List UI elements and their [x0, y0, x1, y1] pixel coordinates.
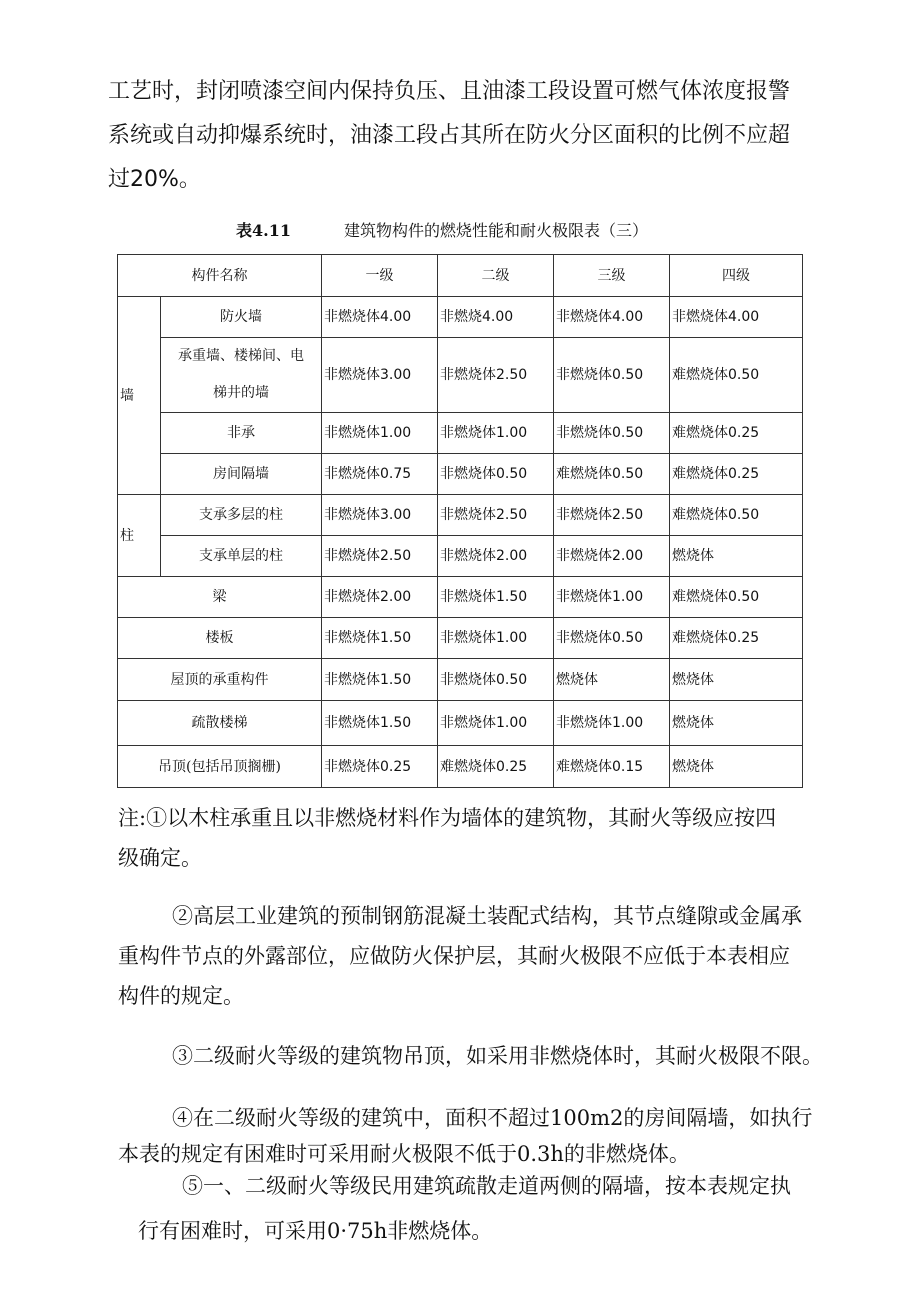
row-name: 房间隔墙: [161, 454, 322, 495]
cell-value: 非燃烧体1.00: [438, 618, 554, 659]
row-name-line: 梯井的墙: [213, 385, 269, 401]
table-row: [118, 413, 803, 454]
cell-value: 非燃烧体0.25: [322, 746, 438, 788]
table-header-row: [118, 255, 803, 297]
header-grade-3: 三级: [554, 255, 670, 297]
cell-value: 难燃烧体0.50: [670, 577, 803, 618]
cell-value: 难燃烧体0.25: [670, 618, 803, 659]
cell-value: 非燃烧体2.00: [554, 536, 670, 577]
cell-value: 难燃烧体0.25: [438, 746, 554, 788]
row-name: [161, 338, 322, 413]
cell-value: 非燃烧体1.00: [554, 577, 670, 618]
row-name: 支承多层的柱: [161, 495, 322, 536]
intro-line: 过20%。: [108, 167, 201, 192]
row-name-line: 承重墙、楼梯间、电: [178, 348, 304, 364]
cell-value: 非燃烧体1.50: [322, 618, 438, 659]
cell-value: 非燃烧体2.00: [322, 577, 438, 618]
row-name: 支承单层的柱: [161, 536, 322, 577]
table-row: [118, 454, 803, 495]
cell-value: 非燃烧体1.00: [438, 413, 554, 454]
note-3: [172, 1036, 823, 1076]
table-title: 建筑物构件的燃烧性能和耐火极限表（三）: [344, 221, 649, 240]
cell-value: 非燃烧体2.50: [554, 495, 670, 536]
note-4: [118, 1098, 812, 1170]
cell-value: 燃烧体: [670, 536, 803, 577]
cell-value: 难燃烧体0.50: [554, 454, 670, 495]
cell-value: 非燃烧体1.50: [322, 659, 438, 701]
cell-value: 燃烧体: [670, 746, 803, 788]
note-5: [138, 1166, 791, 1256]
intro-paragraph: [108, 70, 808, 202]
cell-value: 非燃烧体2.50: [438, 495, 554, 536]
cell-value: 燃烧体: [554, 659, 670, 701]
table-row: [118, 577, 803, 618]
note-line: 本表的规定有困难时可采用耐火极限不低于0.3h的非燃烧体。: [118, 1142, 690, 1166]
table-row: [118, 618, 803, 659]
category-column: 柱: [118, 495, 161, 577]
cell-value: 非燃烧体2.00: [438, 536, 554, 577]
cell-value: 难燃烧体0.50: [670, 495, 803, 536]
cell-value: 难燃烧体0.25: [670, 454, 803, 495]
note-line: 注:①以木柱承重且以非燃烧材料作为墙体的建筑物，其耐火等级应按四: [118, 806, 777, 830]
note-line: 级确定。: [118, 846, 202, 870]
cell-value: 非燃烧体4.00: [322, 297, 438, 338]
cell-value: 非燃烧体0.75: [322, 454, 438, 495]
cell-value: 难燃烧体0.25: [670, 413, 803, 454]
cell-value: 非燃烧4.00: [438, 297, 554, 338]
cell-value: 非燃烧体4.00: [554, 297, 670, 338]
header-grade-4: 四级: [670, 255, 803, 297]
cell-value: 非燃烧体1.00: [322, 413, 438, 454]
note-line: 重构件节点的外露部位，应做防火保护层，其耐火极限不应低于本表相应: [118, 944, 790, 968]
cell-value: 非燃烧体1.50: [438, 577, 554, 618]
category-wall: 墙: [118, 297, 161, 495]
header-grade-1: 一级: [322, 255, 438, 297]
cell-value: 非燃烧体0.50: [554, 338, 670, 413]
row-name: 防火墙: [161, 297, 322, 338]
cell-value: 非燃烧体0.50: [554, 413, 670, 454]
intro-line: 系统或自动抑爆系统时，油漆工段占其所在防火分区面积的比例不应超: [108, 123, 791, 148]
cell-value: 燃烧体: [670, 701, 803, 746]
intro-line: 工艺时，封闭喷漆空间内保持负压、且油漆工段设置可燃气体浓度报警: [108, 79, 791, 104]
note-line: 构件的规定。: [118, 984, 244, 1008]
row-name: 梁: [118, 577, 322, 618]
note-line: ⑤一、二级耐火等级民用建筑疏散走道两侧的隔墙，按本表规定执: [182, 1174, 791, 1198]
table-row: [118, 746, 803, 788]
header-grade-2: 二级: [438, 255, 554, 297]
row-name: 非承: [161, 413, 322, 454]
row-name: 吊顶(包括吊顶搁栅): [118, 746, 322, 788]
note-line: ④在二级耐火等级的建筑中，面积不超过100m2的房间隔墙，如执行: [172, 1106, 813, 1130]
note-line: ②高层工业建筑的预制钢筋混凝土装配式结构，其节点缝隙或金属承: [172, 904, 802, 928]
cell-value: 非燃烧体1.00: [554, 701, 670, 746]
cell-value: 非燃烧体3.00: [322, 495, 438, 536]
table-row: [118, 297, 803, 338]
cell-value: 难燃烧体0.15: [554, 746, 670, 788]
table-number: 表4.11: [236, 221, 291, 240]
table-row: [118, 495, 803, 536]
cell-value: 非燃烧体2.50: [438, 338, 554, 413]
cell-value: 非燃烧体2.50: [322, 536, 438, 577]
cell-value: 非燃烧体1.00: [438, 701, 554, 746]
note-line: ③二级耐火等级的建筑物吊顶，如采用非燃烧体时，其耐火极限不限。: [172, 1044, 823, 1068]
note-1: [118, 798, 776, 878]
table-row: [118, 701, 803, 746]
table-row: [118, 338, 803, 413]
note-line: 行有困难时，可采用0·75h非燃烧体。: [138, 1219, 493, 1243]
cell-value: 难燃烧体0.50: [670, 338, 803, 413]
fire-resistance-table: [117, 254, 803, 788]
cell-value: 非燃烧体0.50: [438, 454, 554, 495]
header-component: 构件名称: [118, 255, 322, 297]
cell-value: 非燃烧体4.00: [670, 297, 803, 338]
row-name: 楼板: [118, 618, 322, 659]
cell-value: 非燃烧体0.50: [554, 618, 670, 659]
cell-value: 燃烧体: [670, 659, 803, 701]
row-name: 屋顶的承重构件: [118, 659, 322, 701]
cell-value: 非燃烧体1.50: [322, 701, 438, 746]
row-name: 疏散楼梯: [118, 701, 322, 746]
note-2: [118, 896, 802, 1016]
table-row: [118, 536, 803, 577]
cell-value: 非燃烧体3.00: [322, 338, 438, 413]
cell-value: 非燃烧体0.50: [438, 659, 554, 701]
table-row: [118, 659, 803, 701]
